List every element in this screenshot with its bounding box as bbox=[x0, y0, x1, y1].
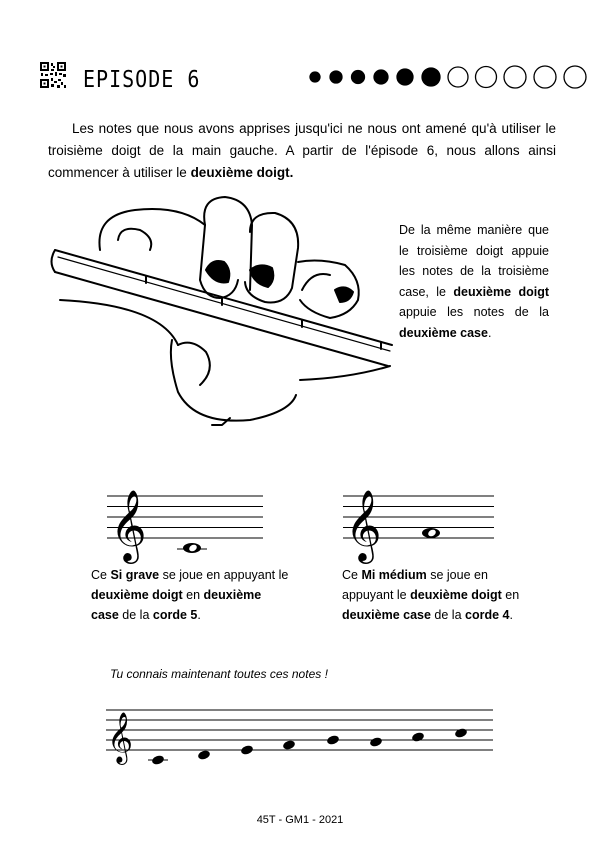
note2-text-2: se joue en appuyant le bbox=[342, 568, 488, 602]
progress-dot-filled bbox=[374, 70, 388, 84]
note1-text-5: . bbox=[197, 608, 201, 622]
quarter-note bbox=[326, 734, 340, 746]
note-head bbox=[411, 731, 425, 743]
side-text-1: De la même manière que le troisième doigt appuie les notes de la troisième case, le bbox=[399, 223, 549, 299]
note1-bold-4: corde 5 bbox=[152, 608, 198, 622]
progress-dot-filled bbox=[397, 69, 413, 85]
note-head bbox=[282, 739, 296, 751]
staff-si-grave bbox=[107, 488, 263, 564]
side-text-2: appuie les notes de la bbox=[399, 305, 549, 319]
note1-bold-1: Si grave bbox=[110, 568, 160, 582]
intro-paragraph bbox=[48, 118, 556, 184]
note2-text-1: Ce bbox=[342, 568, 362, 582]
page-title: EPISODE 6 bbox=[83, 65, 201, 93]
quarter-note bbox=[282, 739, 296, 751]
treble-clef-icon: 𝄞 bbox=[345, 488, 382, 561]
staff-all-notes bbox=[106, 710, 493, 766]
note1-bold-2: deuxième doigt bbox=[91, 588, 183, 602]
progress-dot-empty bbox=[504, 66, 526, 88]
note2-bold-1: Mi médium bbox=[361, 568, 427, 582]
whole-note bbox=[177, 543, 207, 553]
note1-text-2: se joue en appuyant le bbox=[159, 568, 289, 582]
note-head bbox=[197, 749, 211, 761]
note1-text-4: de la bbox=[118, 608, 153, 622]
page-footer: 45T - GM1 - 2021 bbox=[256, 814, 344, 826]
note-head bbox=[326, 734, 340, 746]
side-bold-1: deuxième doigt bbox=[453, 284, 549, 299]
progress-dot-empty bbox=[476, 67, 497, 88]
note2-bold-3: deuxième case bbox=[342, 608, 431, 622]
whole-note bbox=[422, 528, 440, 538]
progress-dot-filled bbox=[310, 72, 320, 82]
staff-mi-medium bbox=[343, 488, 494, 564]
progress-dot-filled bbox=[422, 68, 440, 86]
summary-text: Tu connais maintenant toutes ces notes ! bbox=[110, 667, 328, 681]
side-text-3: . bbox=[487, 325, 492, 340]
note-head bbox=[151, 754, 165, 766]
quarter-note bbox=[369, 736, 383, 748]
quarter-note bbox=[194, 749, 214, 761]
note1-bold-3: deuxième case bbox=[91, 588, 262, 622]
quarter-note bbox=[237, 744, 257, 756]
side-bold-2: deuxième case bbox=[399, 325, 488, 340]
intro-text: Les notes que nous avons apprises jusqu'ici ne nous ont amené qu'à utiliser le troisième doigt de la main gauche. A partir de l'épisode 6, nous allons ainsi commencer à utiliser le bbox=[48, 121, 556, 180]
treble-clef-icon: 𝄞 bbox=[110, 488, 147, 561]
note1-caption bbox=[91, 565, 291, 625]
note-head bbox=[454, 727, 468, 739]
note2-caption bbox=[342, 565, 542, 625]
note-head bbox=[240, 744, 254, 756]
side-paragraph bbox=[399, 220, 549, 343]
quarter-note bbox=[411, 731, 425, 743]
note2-bold-4: corde 4 bbox=[465, 608, 510, 622]
treble-clef-icon: 𝄞 bbox=[107, 712, 134, 763]
progress-dot-empty bbox=[534, 66, 556, 88]
progress-dot-filled bbox=[330, 71, 342, 83]
note2-text-4: de la bbox=[430, 608, 466, 622]
note-head bbox=[369, 736, 383, 748]
quarter-note bbox=[148, 750, 168, 766]
note2-text-5: . bbox=[509, 608, 513, 622]
progress-dot-empty bbox=[564, 66, 586, 88]
note1-text-1: Ce bbox=[91, 568, 111, 582]
note1-text-3: en bbox=[182, 588, 204, 602]
intro-bold: deuxième doigt. bbox=[190, 165, 294, 180]
progress-dot-filled bbox=[352, 71, 365, 84]
note2-text-3: en bbox=[501, 588, 520, 602]
progress-dot-empty bbox=[448, 67, 468, 87]
quarter-note bbox=[454, 727, 468, 739]
note2-bold-2: deuxième doigt bbox=[410, 588, 502, 602]
